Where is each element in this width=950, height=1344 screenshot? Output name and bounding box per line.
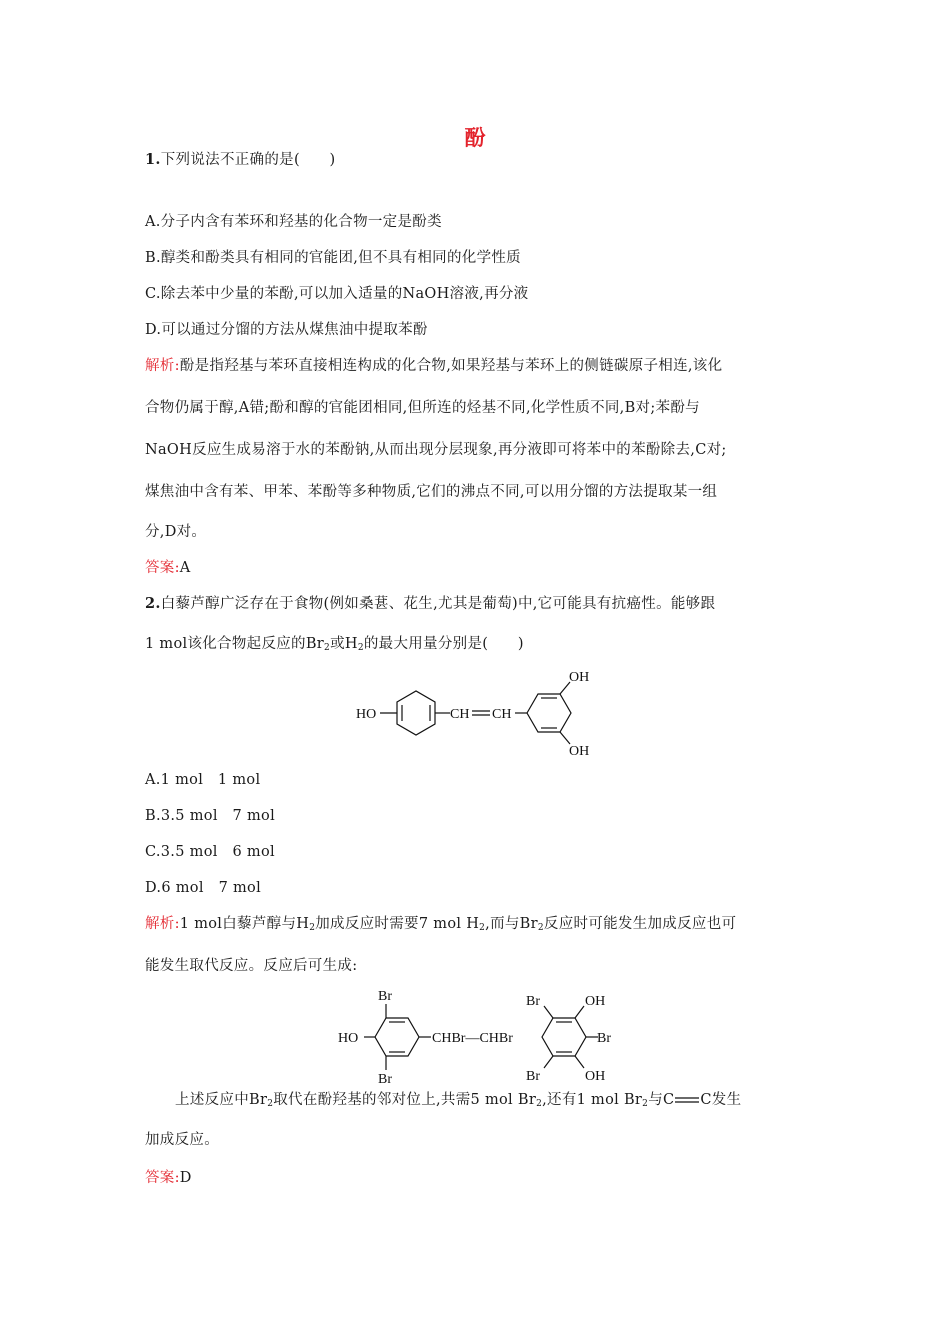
q2-option-a: A.1 mol 1 mol	[145, 772, 261, 788]
q2-stem-line-2: 1 mol该化合物起反应的$Br_2$或$H_2$的最大用量分别是( )	[145, 636, 524, 653]
q2-answer-label: 答案:	[145, 1170, 180, 1186]
double-bond-symbol	[674, 1095, 700, 1105]
q1-answer-value: A	[179, 560, 191, 576]
q2-option-b: B.3.5 mol 7 mol	[145, 808, 276, 824]
q1-analysis-line-3: NaOH反应生成易溶于水的苯酚钠,从而出现分层现象,再分液即可将苯中的苯酚除去,C对;	[145, 442, 727, 458]
chbr-chain-label: CHBr—CHBr	[432, 1031, 513, 1046]
right-brominated-ring	[542, 1018, 586, 1056]
q1-option-d: D.可以通过分馏的方法从煤焦油中提取苯酚	[145, 322, 428, 338]
q2-answer-value: D	[179, 1170, 192, 1186]
ho-label: HO	[338, 1031, 359, 1046]
left-benzene-ring	[397, 691, 435, 735]
q2-stem-line-1: 2.白藜芦醇广泛存在于食物(例如桑葚、花生,尤其是葡萄)中,它可能具有抗癌性。能够跟	[145, 595, 716, 612]
q1-answer-label: 答案:	[145, 560, 180, 576]
br-top-left-label: Br	[378, 989, 392, 1004]
q1-option-c: C.除去苯中少量的苯酚,可以加入适量的NaOH溶液,再分液	[145, 286, 529, 302]
right-benzene-ring	[527, 694, 571, 732]
ch-label-2: CH	[492, 707, 512, 722]
q1-number: 1.	[145, 151, 161, 168]
q2-analysis-line-2: 能发生取代反应。反应后可生成:	[145, 958, 358, 974]
q1-stem-text: 下列说法不正确的是( )	[160, 152, 336, 168]
br-top-right-label: Br	[526, 994, 540, 1009]
oh-bottom-right-label: OH	[585, 1069, 606, 1084]
q2-option-c: C.3.5 mol 6 mol	[145, 844, 275, 860]
oh-top-right-label: OH	[585, 994, 606, 1009]
br-bottom-left-label: Br	[378, 1072, 392, 1087]
bromination-product-structure	[330, 986, 630, 1088]
left-brominated-ring	[375, 1018, 419, 1056]
resveratrol-structure	[340, 664, 610, 760]
oh-top-label: OH	[569, 670, 590, 685]
q2-number: 2.	[145, 595, 161, 612]
oh-bottom-label: OH	[569, 744, 590, 759]
q2-conclusion-line-2: 加成反应。	[145, 1132, 219, 1148]
q1-analysis-label: 解析:	[145, 358, 180, 374]
q2-analysis-line-1: 解析:1 mol白藜芦醇与$H_2$加成反应时需要7 mol $H_2$,而与$Br_2$反应时可能发生加成反应也可	[145, 916, 737, 933]
q1-option-b: B.醇类和酚类具有相同的官能团,但不具有相同的化学性质	[145, 250, 521, 266]
q1-analysis-line-1: 解析:酚是指羟基与苯环直接相连构成的化合物,如果羟基与苯环上的侧链碳原子相连,该化	[145, 358, 723, 374]
q2-answer	[145, 1168, 192, 1188]
q1-stem	[145, 150, 335, 170]
q2-option-d: D.6 mol 7 mol	[145, 880, 262, 896]
br-bottom-right-label: Br	[526, 1069, 540, 1084]
q1-analysis-line-5: 分,D对。	[145, 524, 207, 540]
ch-label-1: CH	[450, 707, 470, 722]
q2-analysis-label: 解析:	[145, 916, 180, 932]
br-right-label: Br	[597, 1031, 611, 1046]
ho-label: HO	[356, 707, 377, 722]
q1-option-a: A.分子内含有苯环和羟基的化合物一定是酚类	[145, 214, 442, 230]
q2-conclusion-line-1: 上述反应中$Br_2$取代在酚羟基的邻对位上,共需5 mol $Br_2$,还有1 mol $Br_2$与C C发生	[175, 1092, 742, 1109]
q1-analysis-line-4: 煤焦油中含有苯、甲苯、苯酚等多种物质,它们的沸点不同,可以用分馏的方法提取某一组	[145, 484, 718, 500]
q1-analysis-line-2: 合物仍属于醇,A错;酚和醇的官能团相同,但所连的烃基不同,化学性质不同,B对;苯酚与	[145, 400, 700, 416]
page-title: 酚	[464, 125, 486, 150]
q1-answer	[145, 558, 191, 578]
